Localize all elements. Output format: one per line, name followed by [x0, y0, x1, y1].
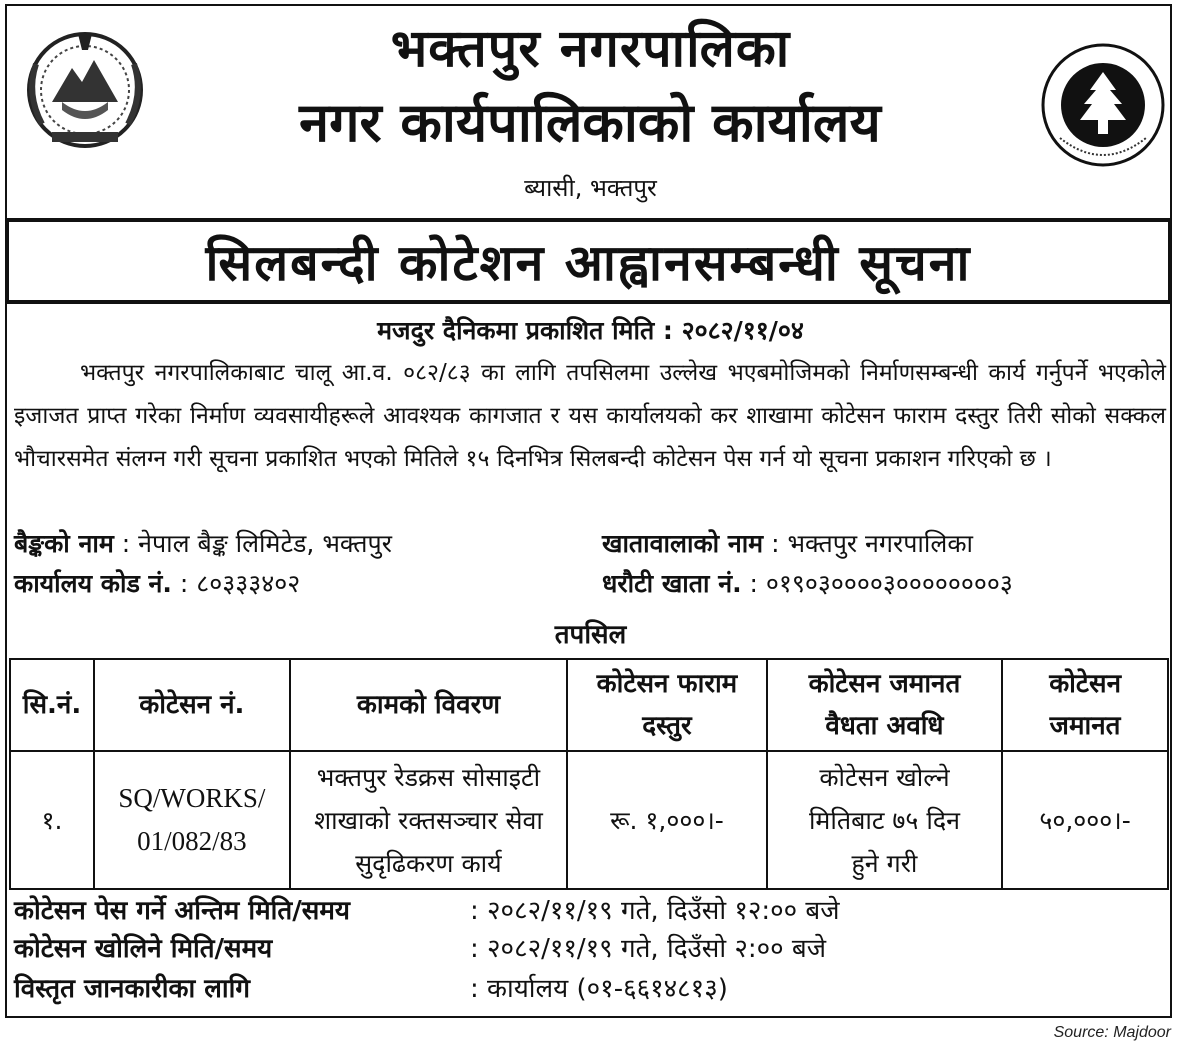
header-form-fee-line1: कोटेसन फाराम: [596, 669, 738, 699]
schedule-table: [9, 658, 1169, 890]
notice-heading: सिलबन्दी कोटेशन आह्वानसम्बन्धी सूचना: [205, 234, 972, 292]
header-form-fee: [567, 659, 767, 751]
account-holder-value: : भक्तपुर नगरपालिका: [771, 529, 974, 558]
deposit-account-value: : ०१९०३००००३००००००००३: [749, 569, 1013, 598]
header-guarantee-line2: जमानत: [1049, 711, 1121, 741]
header-validity-line2: वैधता अवधि: [825, 711, 944, 741]
contact-info-label: विस्तृत जानकारीका लागि: [14, 974, 251, 1004]
office-title-line2: नगर कार्यपालिकाको कार्यालय: [299, 91, 881, 154]
cell-validity: [767, 751, 1002, 889]
header-validity: [767, 659, 1002, 751]
header-sn: सि.नं.: [10, 659, 94, 751]
office-code-value: : ८०३३३४०२: [179, 569, 301, 598]
contact-info-value: : कार्यालय (०१-६६१४८१३): [470, 974, 728, 1004]
deposit-account-label: धरौटी खाता नं.: [602, 569, 742, 598]
quotation-no-line1: SQ/WORKS/: [118, 783, 266, 813]
validity-line1: कोटेसन खोल्ने: [819, 762, 950, 792]
quotation-no-line2: 01/082/83: [137, 826, 247, 856]
schedule-title: तपसिल: [554, 620, 627, 650]
submit-deadline-row: [0, 894, 1181, 928]
cell-work-description: [290, 751, 567, 889]
cell-quotation-no: [94, 751, 290, 889]
source-credit: Source: Majdoor: [1053, 1024, 1171, 1041]
opening-date-row: [0, 932, 1181, 966]
bank-name-label: बैङ्कको नाम: [14, 529, 114, 558]
header-guarantee-line1: कोटेसन: [1049, 669, 1121, 699]
office-code-row: [14, 566, 300, 602]
validity-line3: हुने गरी: [851, 848, 918, 878]
contact-info-row: [0, 972, 1181, 1006]
opening-date-label: कोटेसन खोलिने मिति/समय: [14, 934, 273, 964]
work-line3: सुदृढिकरण कार्य: [355, 848, 502, 878]
table-header-row: [10, 659, 1168, 751]
submit-deadline-label: कोटेसन पेस गर्ने अन्तिम मिति/समय: [14, 896, 350, 926]
account-holder-row: [602, 526, 973, 562]
table-row: [10, 751, 1168, 889]
work-line1: भक्तपुर रेडक्रस सोसाइटी: [316, 762, 541, 792]
header-form-fee-line2: दस्तुर: [642, 711, 692, 741]
header-quotation-no: कोटेसन नं.: [94, 659, 290, 751]
notice-heading-banner: [5, 218, 1172, 304]
bank-name-value: : नेपाल बैङ्क लिमिटेड, भक्तपुर: [121, 529, 392, 558]
notice-body-text: भक्तपुर नगरपालिकाबाट चालू आ.व. ०८२/८३ का लागि तपसिलमा उल्लेख भएबमोजिमको निर्माणसम्बन्धी कार्य गर्नुपर्ने भएकोले इजाजत प्राप्त गरेका निर्माण व्यवसायीहरूले आवश्यक कागजात र यस कार्यालयको कर शाखामा कोटेसन फाराम दस्तुर तिरी सोको सक्कल भौचारसमेत संलग्न गरी सूचना प्रकाशित भएको मितिले १५ दिनभित्र सिलबन्दी कोटेसन पेस गर्न यो सूचना प्रकाशन गरिएको छ ।: [14, 360, 1166, 472]
office-location: ब्यासी, भक्तपुर: [524, 174, 657, 202]
header-work-description: कामको विवरण: [290, 659, 567, 751]
notice-body: [14, 352, 1166, 481]
opening-date-value: : २०८२/११/१९ गते, दिउँसो २:०० बजे: [470, 934, 827, 964]
office-title-line1: भक्तपुर नगरपालिका: [390, 19, 791, 79]
office-code-label: कार्यालय कोड नं.: [14, 569, 172, 598]
published-date: मजदुर दैनिकमा प्रकाशित मिति : २०८२/११/०४: [377, 316, 804, 345]
validity-line2: मितिबाट ७५ दिन: [808, 805, 960, 835]
bank-name-row: [14, 526, 392, 562]
cell-form-fee: रू. १,०००।-: [567, 751, 767, 889]
cell-sn: १.: [10, 751, 94, 889]
deposit-account-row: [602, 566, 1013, 602]
cell-guarantee: ५०,०००।-: [1002, 751, 1168, 889]
header-guarantee: [1002, 659, 1168, 751]
account-holder-label: खातावालाको नाम: [602, 529, 764, 558]
submit-deadline-value: : २०८२/११/१९ गते, दिउँसो १२:०० बजे: [470, 896, 840, 926]
work-line2: शाखाको रक्तसञ्चार सेवा: [314, 805, 543, 835]
header-validity-line1: कोटेसन जमानत: [808, 669, 961, 699]
